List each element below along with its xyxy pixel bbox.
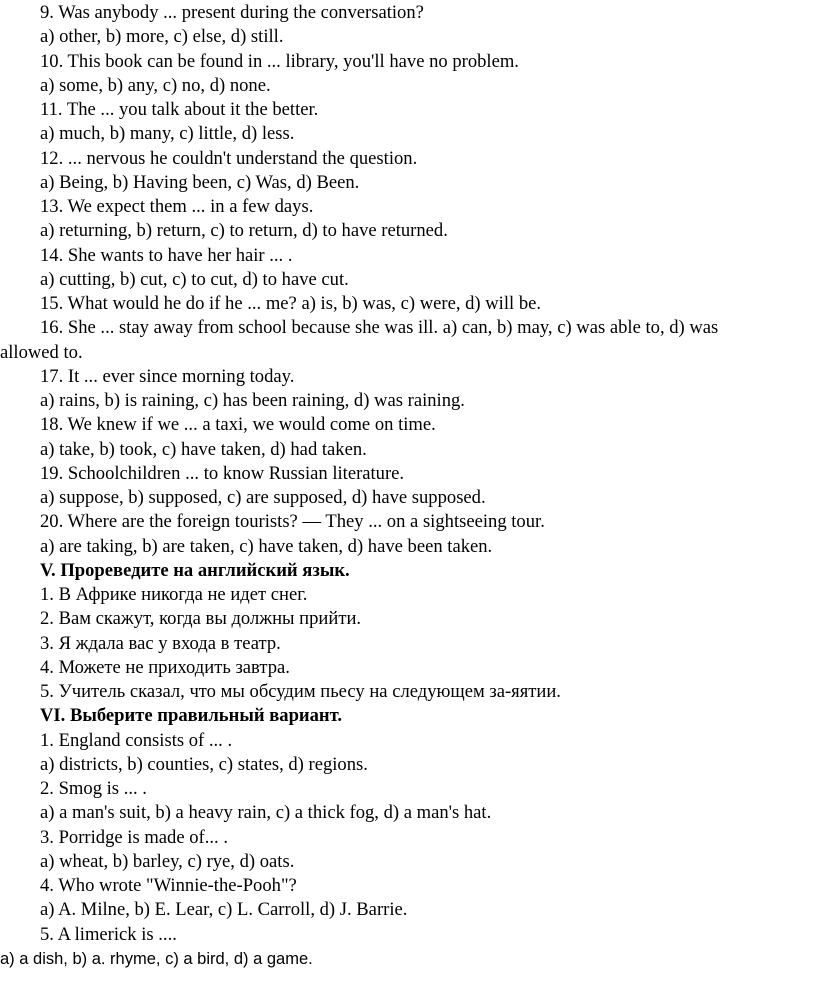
text-line: a) other, b) more, c) else, d) still. (40, 26, 284, 48)
text-line: 11. The ... you talk about it the better. (40, 99, 319, 120)
text-line: a) A. Milne, b) E. Lear, c) L. Carroll, d) J. Barrie. (40, 899, 408, 921)
text-line: 3. Porridge is made of... . (40, 826, 228, 848)
text-line: a) are taking, b) are taken, c) have taken, d) have been taken. (40, 535, 493, 557)
text-line: 4. Можете не приходить завтра. (40, 656, 290, 678)
text-line: 5. Учитель сказал, что мы обсудим пьесу на следующем за-яятии. (40, 681, 561, 702)
text-line: 20. Where are the foreign tourists? — They ... on a sightseeing tour. (40, 511, 545, 533)
text-line: a) take, b) took, c) have taken, d) had taken. (40, 438, 367, 460)
text-line: 2. Вам скажут, когда вы должны прийти. (40, 608, 362, 630)
text-line: 1. England consists of ... . (40, 729, 233, 751)
text-line: 3. Я ждала вас у входа в театр. (40, 632, 281, 654)
text-line-final: a) a dish, b) a. rhyme, c) a bird, d) a game. (0, 949, 313, 968)
text-line: a) rains, b) is raining, c) has been raining, d) was raining. (40, 390, 465, 411)
text-line: 13. We expect them ... in a few days. (40, 196, 314, 217)
section-heading: VI. Выберите правильный вариант. (40, 705, 343, 727)
text-line: a) a man's suit, b) a heavy rain, c) a thick fog, d) a man's hat. (40, 802, 492, 824)
text-line: a) Being, b) Having been, c) Was, d) Been. (40, 171, 360, 193)
text-line: 18. We knew if we ... a taxi, we would come on time. (40, 414, 436, 436)
section-heading: V. Прореведите на английский язык. (40, 559, 350, 581)
text-line: 5. A limerick is .... (40, 923, 177, 945)
text-line: 19. Schoolchildren ... to know Russian literature. (40, 462, 405, 484)
text-line: a) districts, b) counties, c) states, d) regions. (40, 753, 368, 775)
text-line: a) much, b) many, c) little, d) less. (40, 123, 295, 145)
text-line: 10. This book can be found in ... library, you'll have no problem. (40, 50, 519, 72)
text-line: a) wheat, b) barley, c) rye, d) oats. (40, 850, 295, 872)
text-line: 2. Smog is ... . (40, 778, 147, 799)
text-line: a) suppose, b) supposed, c) are supposed, d) have supposed. (40, 487, 486, 508)
text-line: 1. В Африке никогда не идет снег. (40, 584, 308, 605)
text-line: 14. She wants to have her hair ... . (40, 244, 293, 266)
text-line: 16. She ... stay away from school because she was ill. a) can, b) may, c) was able to, d) was (40, 317, 719, 339)
text-line: a) returning, b) return, c) to return, d) to have returned. (40, 220, 448, 242)
text-line: a) some, b) any, c) no, d) none. (40, 74, 271, 96)
text-line: 4. Who wrote "Winnie-the-Pooh"? (40, 875, 297, 896)
text-line-continuation: allowed to. (0, 341, 83, 363)
text-line: a) cutting, b) cut, c) to cut, d) to have cut. (40, 268, 349, 290)
text-line: 17. It ... ever since morning today. (40, 365, 295, 387)
text-line: 9. Was anybody ... present during the conversation? (40, 2, 424, 23)
text-line: 12. ... nervous he couldn't understand the question. (40, 147, 418, 169)
text-line: 15. What would he do if he ... me? a) is, b) was, c) were, d) will be. (40, 293, 542, 314)
